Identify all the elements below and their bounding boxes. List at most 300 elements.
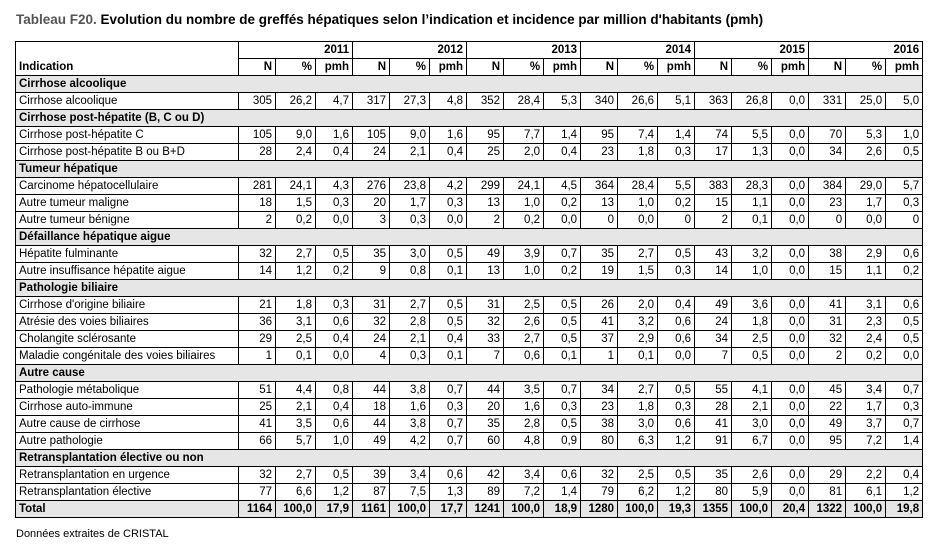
table-cell: 0,5 xyxy=(658,382,695,399)
table-cell: 1,0 xyxy=(886,127,923,144)
table-cell: 38 xyxy=(809,246,846,263)
table-cell: 5,7 xyxy=(886,178,923,195)
table-cell: 3,5 xyxy=(276,416,316,433)
table-cell: 0,0 xyxy=(772,467,809,484)
table-cell: 7,5 xyxy=(390,484,430,501)
table-cell: 20,4 xyxy=(772,501,809,518)
table-cell: 100,0 xyxy=(276,501,316,518)
table-cell: 24 xyxy=(695,314,732,331)
table-cell: 4,8 xyxy=(430,93,467,110)
table-cell: 0,1 xyxy=(544,348,581,365)
subcolumn-header: % xyxy=(276,59,316,76)
table-row xyxy=(16,382,923,399)
table-cell: 7,2 xyxy=(846,433,886,450)
table-cell: 0,5 xyxy=(732,348,772,365)
year-header-row xyxy=(16,42,923,59)
table-cell: 1,6 xyxy=(430,127,467,144)
table-cell: 5,1 xyxy=(658,93,695,110)
subcolumn-header: pmh xyxy=(430,59,467,76)
row-label: Atrésie des voies biliaires xyxy=(16,314,239,331)
table-cell: 7,2 xyxy=(504,484,544,501)
table-row xyxy=(16,195,923,212)
table-cell: 100,0 xyxy=(390,501,430,518)
table-cell: 0,4 xyxy=(316,144,353,161)
table-cell: 2 xyxy=(239,212,276,229)
table-cell: 1,1 xyxy=(732,195,772,212)
table-cell: 0,5 xyxy=(886,314,923,331)
table-cell: 0,5 xyxy=(316,467,353,484)
table-cell: 7,7 xyxy=(504,127,544,144)
table-cell: 0,0 xyxy=(772,399,809,416)
table-cell: 25,0 xyxy=(846,93,886,110)
row-label: Autre insuffisance hépatite aigue xyxy=(16,263,239,280)
row-label: Autre cause de cirrhose xyxy=(16,416,239,433)
table-cell: 15 xyxy=(809,263,846,280)
table-cell: 0,0 xyxy=(618,212,658,229)
table-cell: 281 xyxy=(239,178,276,195)
table-cell: 26,8 xyxy=(732,93,772,110)
table-cell: 0,0 xyxy=(772,263,809,280)
table-cell: 0,3 xyxy=(886,195,923,212)
table-cell: 2,1 xyxy=(276,399,316,416)
table-cell: 0,7 xyxy=(544,246,581,263)
table-cell: 0,3 xyxy=(658,263,695,280)
table-cell: 36 xyxy=(239,314,276,331)
table-cell: 1,7 xyxy=(390,195,430,212)
category-row xyxy=(16,110,923,127)
table-cell: 0,6 xyxy=(544,467,581,484)
table-cell: 305 xyxy=(239,93,276,110)
table-cell: 27,3 xyxy=(390,93,430,110)
table-title-text: Evolution du nombre de greffés hépatiques selon l’indication et incidence par million d'habitants (pmh) xyxy=(100,12,764,27)
table-cell: 1,3 xyxy=(732,144,772,161)
table-cell: 37 xyxy=(581,331,618,348)
table-row xyxy=(16,467,923,484)
table-cell: 0,3 xyxy=(430,195,467,212)
table-cell: 5,7 xyxy=(276,433,316,450)
category-row xyxy=(16,450,923,467)
table-row xyxy=(16,93,923,110)
table-cell: 0,6 xyxy=(658,416,695,433)
table-cell: 1,7 xyxy=(846,195,886,212)
table-cell: 0,5 xyxy=(544,331,581,348)
table-row xyxy=(16,348,923,365)
subcolumn-header: N xyxy=(353,59,390,76)
table-row xyxy=(16,144,923,161)
table-cell: 1,2 xyxy=(316,484,353,501)
table-cell: 2 xyxy=(809,348,846,365)
table-cell: 9,0 xyxy=(390,127,430,144)
table-cell: 317 xyxy=(353,93,390,110)
table-cell: 0,5 xyxy=(544,314,581,331)
table-cell: 2,1 xyxy=(390,331,430,348)
row-label: Autre tumeur bénigne xyxy=(16,212,239,229)
table-cell: 1355 xyxy=(695,501,732,518)
year-header: 2012 xyxy=(353,42,467,59)
table-cell: 29,0 xyxy=(846,178,886,195)
table-cell: 1 xyxy=(239,348,276,365)
subcolumn-header: % xyxy=(390,59,430,76)
table-cell: 5,9 xyxy=(732,484,772,501)
table-row xyxy=(16,484,923,501)
indication-header: Indication xyxy=(16,42,239,76)
table-cell: 24 xyxy=(353,144,390,161)
table-cell: 2,7 xyxy=(276,246,316,263)
table-cell: 0,3 xyxy=(390,212,430,229)
table-cell: 6,6 xyxy=(276,484,316,501)
table-cell: 43 xyxy=(695,246,732,263)
table-cell: 0 xyxy=(809,212,846,229)
subcolumn-header: N xyxy=(239,59,276,76)
table-cell: 0,4 xyxy=(316,399,353,416)
table-cell: 0,0 xyxy=(316,348,353,365)
table-cell: 19 xyxy=(581,263,618,280)
table-cell: 32 xyxy=(581,467,618,484)
table-cell: 4,4 xyxy=(276,382,316,399)
table-cell: 0,9 xyxy=(544,433,581,450)
table-body xyxy=(16,76,923,518)
table-cell: 2,8 xyxy=(504,416,544,433)
table-cell: 2,9 xyxy=(846,246,886,263)
table-cell: 87 xyxy=(353,484,390,501)
table-cell: 44 xyxy=(353,416,390,433)
table-cell: 34 xyxy=(581,382,618,399)
table-cell: 17,9 xyxy=(316,501,353,518)
table-cell: 32 xyxy=(467,314,504,331)
table-cell: 95 xyxy=(467,127,504,144)
table-cell: 6,3 xyxy=(618,433,658,450)
row-label: Cirrhose alcoolique xyxy=(16,93,239,110)
table-cell: 44 xyxy=(467,382,504,399)
table-cell: 1,2 xyxy=(886,484,923,501)
table-cell: 0,7 xyxy=(430,416,467,433)
table-cell: 31 xyxy=(467,297,504,314)
table-cell: 2,7 xyxy=(390,297,430,314)
table-cell: 0,5 xyxy=(430,314,467,331)
category-label: Autre cause xyxy=(16,365,923,382)
category-label: Pathologie biliaire xyxy=(16,280,923,297)
table-cell: 1,2 xyxy=(658,433,695,450)
table-cell: 1,5 xyxy=(276,195,316,212)
table-cell: 45 xyxy=(809,382,846,399)
table-row xyxy=(16,297,923,314)
subcolumn-header: pmh xyxy=(658,59,695,76)
table-row xyxy=(16,416,923,433)
table-cell: 276 xyxy=(353,178,390,195)
table-cell: 1322 xyxy=(809,501,846,518)
table-cell: 14 xyxy=(695,263,732,280)
table-cell: 6,2 xyxy=(618,484,658,501)
category-row xyxy=(16,365,923,382)
table-row xyxy=(16,212,923,229)
row-label: Autre pathologie xyxy=(16,433,239,450)
table-cell: 0,0 xyxy=(772,297,809,314)
table-cell: 3,4 xyxy=(390,467,430,484)
table-cell: 0,8 xyxy=(390,263,430,280)
table-cell: 0,8 xyxy=(316,382,353,399)
table-cell: 0,0 xyxy=(544,212,581,229)
table-cell: 0,0 xyxy=(772,382,809,399)
table-cell: 28,4 xyxy=(504,93,544,110)
table-cell: 0,7 xyxy=(430,433,467,450)
table-cell: 49 xyxy=(809,416,846,433)
table-cell: 41 xyxy=(581,314,618,331)
table-cell: 1,6 xyxy=(390,399,430,416)
table-row xyxy=(16,178,923,195)
table-cell: 42 xyxy=(467,467,504,484)
table-cell: 364 xyxy=(581,178,618,195)
row-label: Total xyxy=(16,501,239,518)
table-cell: 0,0 xyxy=(430,212,467,229)
table-cell: 5,5 xyxy=(732,127,772,144)
table-cell: 0,5 xyxy=(430,297,467,314)
table-cell: 74 xyxy=(695,127,732,144)
table-cell: 3,7 xyxy=(846,416,886,433)
table-cell: 4,2 xyxy=(390,433,430,450)
table-cell: 0,3 xyxy=(316,195,353,212)
table-cell: 0,3 xyxy=(430,399,467,416)
table-cell: 35 xyxy=(467,416,504,433)
table-cell: 105 xyxy=(239,127,276,144)
source-note: Données extraites de CRISTAL xyxy=(16,528,169,540)
table-cell: 0,6 xyxy=(430,467,467,484)
table-cell: 2,6 xyxy=(732,467,772,484)
table-cell: 299 xyxy=(467,178,504,195)
table-cell: 1,8 xyxy=(618,399,658,416)
table-cell: 1,4 xyxy=(544,127,581,144)
table-cell: 4,7 xyxy=(316,93,353,110)
table-cell: 28,4 xyxy=(618,178,658,195)
table-cell: 41 xyxy=(809,297,846,314)
table-cell: 5,3 xyxy=(544,93,581,110)
subcolumn-header: pmh xyxy=(886,59,923,76)
table-cell: 383 xyxy=(695,178,732,195)
table-cell: 1,0 xyxy=(504,195,544,212)
table-cell: 0,5 xyxy=(658,467,695,484)
table-cell: 1,0 xyxy=(732,263,772,280)
table-cell: 0,5 xyxy=(886,331,923,348)
table-cell: 18 xyxy=(239,195,276,212)
table-cell: 2,3 xyxy=(846,314,886,331)
table-cell: 0,6 xyxy=(504,348,544,365)
table-cell: 23 xyxy=(581,399,618,416)
table-cell: 19,3 xyxy=(658,501,695,518)
table-cell: 2,9 xyxy=(618,331,658,348)
table-cell: 2,5 xyxy=(618,467,658,484)
subcolumn-header: % xyxy=(504,59,544,76)
table-cell: 0,5 xyxy=(430,246,467,263)
table-cell: 41 xyxy=(239,416,276,433)
table-cell: 28,3 xyxy=(732,178,772,195)
table-cell: 13 xyxy=(467,195,504,212)
table-number: Tableau F20. xyxy=(16,12,97,27)
table-cell: 2,7 xyxy=(618,246,658,263)
table-cell: 2,7 xyxy=(618,382,658,399)
table-cell: 32 xyxy=(239,246,276,263)
table-cell: 18,9 xyxy=(544,501,581,518)
table-cell: 7,4 xyxy=(618,127,658,144)
table-cell: 3,5 xyxy=(504,382,544,399)
subcolumn-header: % xyxy=(846,59,886,76)
table-cell: 0,5 xyxy=(544,297,581,314)
table-cell: 51 xyxy=(239,382,276,399)
table-cell: 0,1 xyxy=(276,348,316,365)
table-cell: 0,4 xyxy=(658,297,695,314)
table-cell: 0,3 xyxy=(544,399,581,416)
table-cell: 55 xyxy=(695,382,732,399)
table-cell: 331 xyxy=(809,93,846,110)
table-cell: 3,0 xyxy=(618,416,658,433)
table-cell: 5,5 xyxy=(658,178,695,195)
table-cell: 1164 xyxy=(239,501,276,518)
table-cell: 2 xyxy=(695,212,732,229)
table-cell: 0,0 xyxy=(772,331,809,348)
table-cell: 89 xyxy=(467,484,504,501)
table-cell: 0,2 xyxy=(846,348,886,365)
table-cell: 2,4 xyxy=(846,331,886,348)
table-cell: 77 xyxy=(239,484,276,501)
table-cell: 0,0 xyxy=(772,433,809,450)
table-cell: 22 xyxy=(809,399,846,416)
table-cell: 4,1 xyxy=(732,382,772,399)
table-cell: 0,5 xyxy=(658,246,695,263)
row-label: Cholangite sclérosante xyxy=(16,331,239,348)
table-cell: 1,5 xyxy=(618,263,658,280)
year-header: 2014 xyxy=(581,42,695,59)
table-cell: 2,2 xyxy=(846,467,886,484)
table-cell: 6,1 xyxy=(846,484,886,501)
table-cell: 3,2 xyxy=(618,314,658,331)
table-cell: 0,6 xyxy=(316,416,353,433)
table-cell: 3,8 xyxy=(390,416,430,433)
table-cell: 3,0 xyxy=(732,416,772,433)
table-cell: 4,2 xyxy=(430,178,467,195)
row-label: Pathologie métabolique xyxy=(16,382,239,399)
table-cell: 1,7 xyxy=(846,399,886,416)
table-cell: 31 xyxy=(353,297,390,314)
table-cell: 24,1 xyxy=(276,178,316,195)
table-cell: 0,7 xyxy=(430,382,467,399)
category-row xyxy=(16,229,923,246)
table-cell: 80 xyxy=(695,484,732,501)
table-cell: 4,3 xyxy=(316,178,353,195)
table-cell: 26,2 xyxy=(276,93,316,110)
table-cell: 0,3 xyxy=(316,297,353,314)
table-cell: 0,5 xyxy=(544,416,581,433)
table-cell: 25 xyxy=(239,399,276,416)
table-row xyxy=(16,433,923,450)
table-cell: 4,5 xyxy=(544,178,581,195)
row-label: Carcinome hépatocellulaire xyxy=(16,178,239,195)
table-cell: 0,6 xyxy=(886,246,923,263)
table-cell: 0,0 xyxy=(772,416,809,433)
year-header: 2016 xyxy=(809,42,923,59)
table-cell: 23 xyxy=(809,195,846,212)
table-cell: 1,6 xyxy=(316,127,353,144)
table-cell: 79 xyxy=(581,484,618,501)
table-cell: 2,6 xyxy=(504,314,544,331)
table-cell: 0,0 xyxy=(772,127,809,144)
subcolumn-header: pmh xyxy=(772,59,809,76)
category-label: Cirrhose alcoolique xyxy=(16,76,923,93)
table-cell: 1,8 xyxy=(276,297,316,314)
table-cell: 5,0 xyxy=(886,93,923,110)
table-cell: 28 xyxy=(695,399,732,416)
table-cell: 100,0 xyxy=(732,501,772,518)
table-cell: 70 xyxy=(809,127,846,144)
row-label: Retransplantation en urgence xyxy=(16,467,239,484)
category-label: Retransplantation élective ou non xyxy=(16,450,923,467)
table-cell: 20 xyxy=(467,399,504,416)
table-cell: 23,8 xyxy=(390,178,430,195)
table-cell: 0,6 xyxy=(886,297,923,314)
table-cell: 13 xyxy=(467,263,504,280)
table-cell: 2,7 xyxy=(276,467,316,484)
table-cell: 0,0 xyxy=(772,144,809,161)
subcolumn-header: pmh xyxy=(544,59,581,76)
table-cell: 0,2 xyxy=(316,263,353,280)
year-header: 2015 xyxy=(695,42,809,59)
table-cell: 0,0 xyxy=(316,212,353,229)
table-title xyxy=(16,12,763,27)
table-cell: 32 xyxy=(239,467,276,484)
table-cell: 29 xyxy=(809,467,846,484)
table-cell: 340 xyxy=(581,93,618,110)
table-cell: 0,0 xyxy=(772,314,809,331)
table-cell: 7 xyxy=(467,348,504,365)
table-cell: 4,8 xyxy=(504,433,544,450)
table-cell: 60 xyxy=(467,433,504,450)
table-cell: 3 xyxy=(353,212,390,229)
table-cell: 49 xyxy=(695,297,732,314)
table-cell: 0,2 xyxy=(886,263,923,280)
table-cell: 38 xyxy=(581,416,618,433)
table-cell: 0,3 xyxy=(658,144,695,161)
table-cell: 0,6 xyxy=(658,314,695,331)
table-cell: 5,3 xyxy=(846,127,886,144)
table-cell: 23 xyxy=(581,144,618,161)
table-cell: 2,8 xyxy=(390,314,430,331)
table-cell: 3,9 xyxy=(504,246,544,263)
table-cell: 0,0 xyxy=(772,93,809,110)
table-cell: 3,1 xyxy=(846,297,886,314)
table-cell: 26,6 xyxy=(618,93,658,110)
table-cell: 0,5 xyxy=(886,144,923,161)
subcolumn-header: N xyxy=(581,59,618,76)
table-cell: 7 xyxy=(695,348,732,365)
table-cell: 39 xyxy=(353,467,390,484)
table-cell: 0,2 xyxy=(276,212,316,229)
table-cell: 1280 xyxy=(581,501,618,518)
table-row xyxy=(16,127,923,144)
table-cell: 20 xyxy=(353,195,390,212)
table-row xyxy=(16,314,923,331)
table-cell: 2 xyxy=(467,212,504,229)
table-cell: 0,0 xyxy=(846,212,886,229)
table-row xyxy=(16,263,923,280)
table-cell: 13 xyxy=(581,195,618,212)
table-cell: 9 xyxy=(353,263,390,280)
row-label: Cirrhose post-hépatite B ou B+D xyxy=(16,144,239,161)
table-cell: 0,6 xyxy=(658,331,695,348)
table-cell: 0,4 xyxy=(316,331,353,348)
row-label: Maladie congénitale des voies biliaires xyxy=(16,348,239,365)
table-cell: 0,4 xyxy=(544,144,581,161)
table-cell: 0,6 xyxy=(316,314,353,331)
table-cell: 0,7 xyxy=(886,416,923,433)
table-cell: 0,5 xyxy=(316,246,353,263)
table-cell: 1,6 xyxy=(504,399,544,416)
